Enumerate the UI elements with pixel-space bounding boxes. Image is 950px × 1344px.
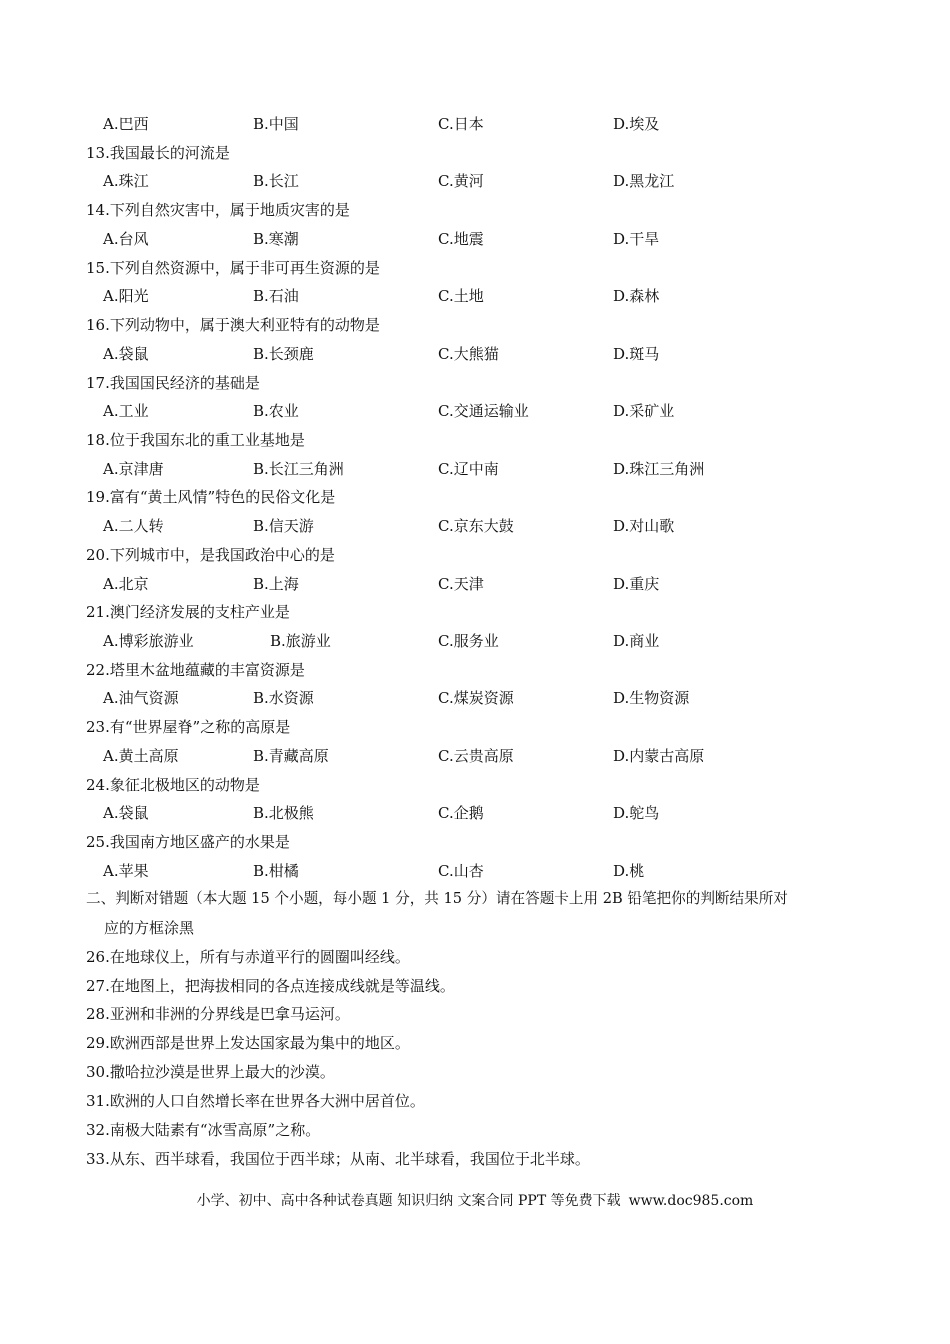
option-a: A.台风 <box>103 230 149 248</box>
option-b: B.北极熊 <box>253 804 314 822</box>
option-c: C.煤炭资源 <box>438 689 514 707</box>
option-b: B.长江三角洲 <box>253 460 344 478</box>
question-stem: 22.塔里木盆地蕴藏的丰富资源是 <box>86 661 305 679</box>
option-c: C.黄河 <box>438 172 484 190</box>
option-a: A.黄土高原 <box>103 747 179 765</box>
option-b: B.上海 <box>253 575 299 593</box>
question-stem: 21.澳门经济发展的支柱产业是 <box>86 603 290 621</box>
option-b: B.石油 <box>253 287 299 305</box>
option-b: B.寒潮 <box>253 230 299 248</box>
option-c: C.交通运输业 <box>438 402 529 420</box>
question-stem: 15.下列自然资源中，属于非可再生资源的是 <box>86 259 380 277</box>
question-stem: 19.富有“黄土风情”特色的民俗文化是 <box>86 488 336 506</box>
section-heading-continued: 应的方框涂黑 <box>104 919 195 937</box>
option-a: A.二人转 <box>103 517 164 535</box>
option-c: C.山杏 <box>438 862 484 880</box>
question-stem: 24.象征北极地区的动物是 <box>86 776 260 794</box>
option-c: C.京东大鼓 <box>438 517 514 535</box>
option-c: C.土地 <box>438 287 484 305</box>
options-row-q12 <box>0 114 950 134</box>
option-a: A.巴西 <box>103 115 149 133</box>
options-row <box>0 286 950 306</box>
question-stem: 16.下列动物中，属于澳大利亚特有的动物是 <box>86 316 380 334</box>
options-row <box>0 401 950 421</box>
option-c: C.大熊猫 <box>438 345 499 363</box>
option-d: D.鸵鸟 <box>613 804 660 822</box>
option-a: A.油气资源 <box>103 689 179 707</box>
option-c: C.天津 <box>438 575 484 593</box>
option-b: B.旅游业 <box>270 632 331 650</box>
options-row <box>0 861 950 881</box>
option-d: D.采矿业 <box>613 402 675 420</box>
option-d: D.黑龙江 <box>613 172 675 190</box>
option-d: D.重庆 <box>613 575 660 593</box>
option-d: D.桃 <box>613 862 645 880</box>
option-d: D.干旱 <box>613 230 660 248</box>
option-c: C.云贵高原 <box>438 747 514 765</box>
question-stem: 18.位于我国东北的重工业基地是 <box>86 431 305 449</box>
question-stem: 23.有“世界屋脊”之称的高原是 <box>86 718 291 736</box>
option-b: B.水资源 <box>253 689 314 707</box>
options-row <box>0 746 950 766</box>
statement: 32.南极大陆素有“冰雪高原”之称。 <box>86 1121 321 1139</box>
option-a: A.苹果 <box>103 862 149 880</box>
option-c: C.日本 <box>438 115 484 133</box>
statement: 33.从东、西半球看，我国位于西半球；从南、北半球看，我国位于北半球。 <box>86 1150 590 1168</box>
option-a: A.工业 <box>103 402 149 420</box>
option-b: B.中国 <box>253 115 299 133</box>
options-row <box>0 344 950 364</box>
question-stem: 13.我国最长的河流是 <box>86 144 230 162</box>
statement: 27.在地图上，把海拔相同的各点连接成线就是等温线。 <box>86 977 455 995</box>
statement: 30.撒哈拉沙漠是世界上最大的沙漠。 <box>86 1063 335 1081</box>
page-footer <box>0 1191 950 1211</box>
question-stem: 14.下列自然灾害中，属于地质灾害的是 <box>86 201 350 219</box>
option-b: B.农业 <box>253 402 299 420</box>
question-stem: 20.下列城市中，是我国政治中心的是 <box>86 546 335 564</box>
option-c: C.企鹅 <box>438 804 484 822</box>
option-d: D.森林 <box>613 287 660 305</box>
question-stem: 25.我国南方地区盛产的水果是 <box>86 833 290 851</box>
option-a: A.阳光 <box>103 287 149 305</box>
options-row <box>0 459 950 479</box>
statement: 26.在地球仪上，所有与赤道平行的圆圈叫经线。 <box>86 948 410 966</box>
footer-url[interactable]: www.doc985.com <box>628 1193 754 1209</box>
option-c: C.服务业 <box>438 632 499 650</box>
option-b: B.青藏高原 <box>253 747 329 765</box>
option-b: B.长颈鹿 <box>253 345 314 363</box>
option-d: D.生物资源 <box>613 689 690 707</box>
option-b: B.信天游 <box>253 517 314 535</box>
section-heading: 二、判断对错题（本大题 15 个小题，每小题 1 分，共 15 分）请在答题卡上用 2B 铅笔把你的判断结果所对 <box>86 890 788 907</box>
option-c: C.地震 <box>438 230 484 248</box>
option-d: D.内蒙古高原 <box>613 747 705 765</box>
option-d: D.珠江三角洲 <box>613 460 705 478</box>
option-b: B.长江 <box>253 172 299 190</box>
option-b: B.柑橘 <box>253 862 299 880</box>
option-c: C.辽中南 <box>438 460 499 478</box>
option-a: A.博彩旅游业 <box>103 632 194 650</box>
options-row <box>0 229 950 249</box>
option-a: A.袋鼠 <box>103 345 149 363</box>
option-d: D.商业 <box>613 632 660 650</box>
statement: 28.亚洲和非洲的分界线是巴拿马运河。 <box>86 1005 350 1023</box>
option-d: D.埃及 <box>613 115 660 133</box>
question-stem: 17.我国国民经济的基础是 <box>86 374 260 392</box>
options-row <box>0 171 950 191</box>
options-row <box>0 516 950 536</box>
option-a: A.京津唐 <box>103 460 164 478</box>
statement: 31.欧洲的人口自然增长率在世界各大洲中居首位。 <box>86 1092 425 1110</box>
option-d: D.对山歌 <box>613 517 675 535</box>
option-a: A.袋鼠 <box>103 804 149 822</box>
options-row <box>0 574 950 594</box>
options-row <box>0 688 950 708</box>
option-a: A.珠江 <box>103 172 149 190</box>
option-d: D.斑马 <box>613 345 660 363</box>
options-row <box>0 631 950 651</box>
statement: 29.欧洲西部是世界上发达国家最为集中的地区。 <box>86 1034 410 1052</box>
options-row <box>0 803 950 823</box>
footer-text: 小学、初中、高中各种试卷真题 知识归纳 文案合同 PPT 等免费下载 <box>196 1193 621 1209</box>
option-a: A.北京 <box>103 575 149 593</box>
